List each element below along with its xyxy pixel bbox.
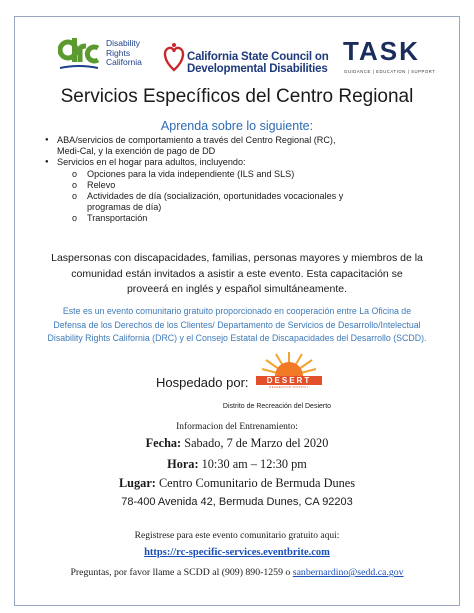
circle-bullet-icon: o: [72, 179, 78, 190]
page-subtitle: Aprenda sobre lo siguiente:: [160, 119, 314, 133]
register-link[interactable]: https://rc-specific-services.eventbrite.com: [144, 547, 330, 558]
paragraph-line: Disability Rights California (DRC) y el Consejo Estatal de Discapacidades del Desarrollo (SCDD).: [47, 333, 427, 344]
time-label: Hora:: [167, 457, 199, 471]
drc-logo-text: Disability Rights California: [106, 38, 142, 67]
task-logo: [343, 36, 435, 78]
list-item-text: Transportación: [87, 213, 148, 224]
place-value: Centro Comunitario de Bermuda Dunes: [155, 476, 355, 490]
drc-logo: [58, 36, 162, 80]
sub-list-item: [45, 180, 375, 191]
topic-list: [45, 135, 375, 225]
contact-line: [0, 567, 474, 578]
page-title: Servicios Específicos del Centro Regional: [60, 86, 414, 107]
contact-text: Preguntas, por favor llame a SCDD al (909) 890-1259 o: [70, 567, 293, 578]
training-time: [0, 457, 474, 472]
list-item: [45, 135, 375, 157]
contact-email-link[interactable]: sanbernardino@sedd.ca.gov: [292, 567, 404, 578]
training-heading: Informacion del Entrenamiento:: [176, 422, 298, 432]
sun-icon: [256, 350, 322, 377]
paragraph-line: Defensa de los Derechos de los Clientes/ Departamento de Servicios de Desarrollo/Intelectual: [53, 319, 421, 330]
list-item-text: Servicios en el hogar para adultos, incluyendo:: [57, 157, 246, 168]
training-date: [0, 436, 474, 451]
circle-bullet-icon: o: [72, 168, 78, 179]
list-item-text: Relevo: [87, 179, 116, 190]
scdd-logo: [163, 40, 343, 80]
date-label: Fecha:: [145, 436, 182, 450]
sub-list-item: [45, 213, 375, 224]
task-logo-tagline: GUIDANCE | EDUCATION | SUPPORT: [344, 69, 436, 74]
invitation-paragraph: [30, 251, 444, 298]
list-item-text: Actividades de día (socialización, oportunidades vocacionales y: [87, 191, 344, 202]
place-label: Lugar:: [118, 476, 156, 490]
register-text: Registrese para este evento comunitario gratuito aqui:: [134, 531, 340, 541]
sub-list-item: [45, 191, 375, 213]
circle-bullet-icon: o: [72, 191, 78, 202]
paragraph-line: Este es un evento comunitario gratuito proporcionado en cooperación entre La Oficina de: [62, 306, 412, 316]
paragraph-line: proveerá en inglés y español simultáneamente.: [126, 283, 348, 295]
list-item-text: ABA/servicios de comportamiento a través del Centro Regional (RC),: [57, 135, 336, 145]
task-logo-word: TASK: [343, 36, 420, 66]
host-label: Hospedado por:: [156, 375, 249, 390]
host-district: Distrito de Recreación del Desierto: [222, 403, 332, 410]
desert-logo: [256, 350, 322, 392]
scdd-logo-text: California State Council on Developmental Disabilities: [187, 51, 329, 75]
drc-mark-icon: [58, 36, 100, 74]
logo-row: [0, 0, 474, 80]
cooperation-paragraph: [24, 305, 450, 346]
sub-list-item: [45, 169, 375, 180]
list-item-text: programas de día): [87, 202, 162, 213]
paragraph-line: Laspersonas con discapacidades, familias, personas mayores y miembros de la: [51, 252, 423, 264]
list-item-text: Medi-Cal, y la exención de pago de DD: [57, 146, 216, 157]
list-item-text: Opciones para la vida independiente (ILS and SLS): [87, 168, 295, 179]
date-value: Sabado, 7 de Marzo del 2020: [181, 436, 329, 450]
paragraph-line: comunidad están invitados a asistir a este evento. Esta capacitación se: [71, 267, 403, 280]
training-address: 78-400 Avenida 42, Bermuda Dunes, CA 92203: [121, 496, 353, 508]
list-item: [45, 157, 375, 168]
training-place: [0, 476, 474, 491]
circle-bullet-icon: o: [72, 213, 78, 224]
desert-logo-subtitle: RECREATION DISTRICT: [269, 385, 309, 389]
time-value: 10:30 am – 12:30 pm: [198, 457, 307, 471]
desert-logo-word: DESERT: [256, 376, 322, 385]
heart-icon: [163, 42, 185, 72]
